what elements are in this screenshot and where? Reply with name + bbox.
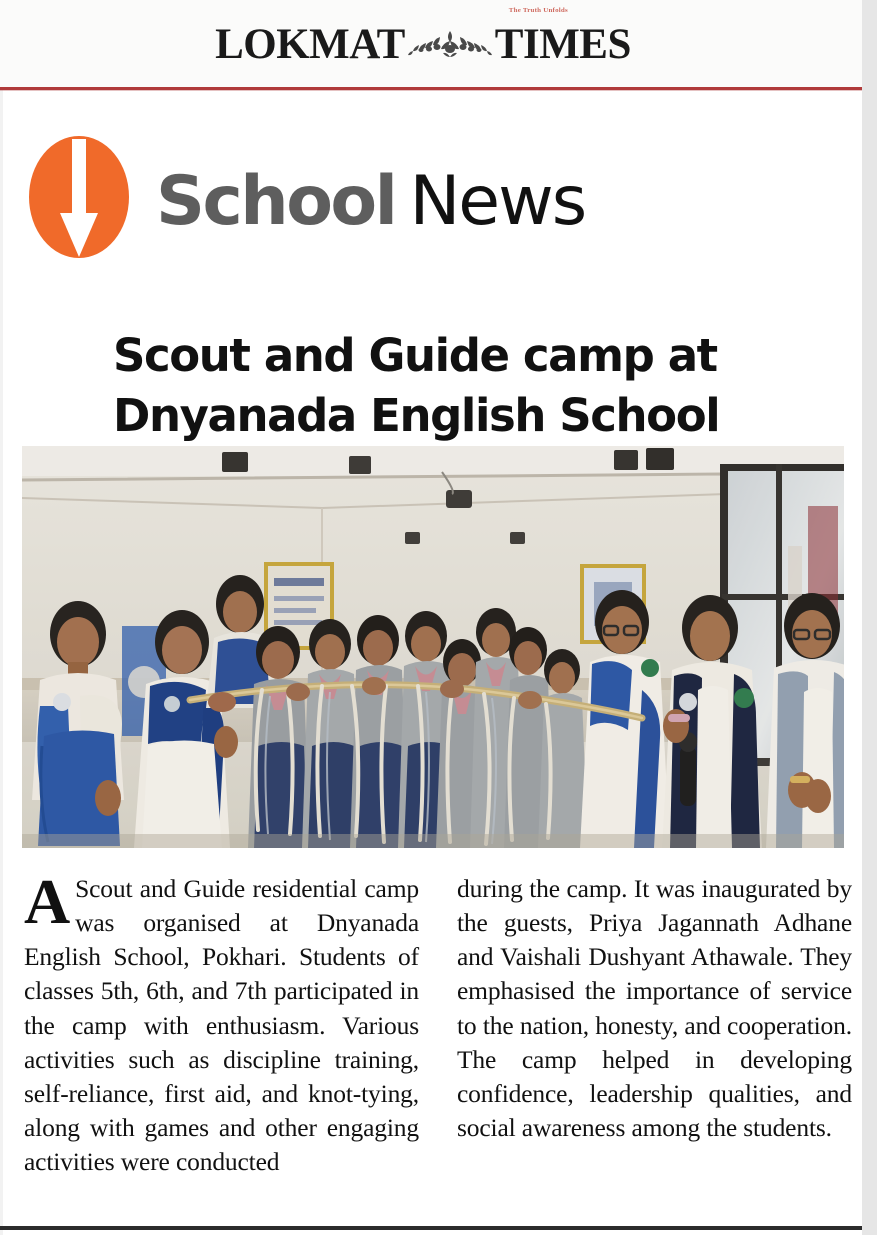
masthead	[0, 0, 862, 88]
section-title-news: News	[409, 161, 586, 241]
article-photo	[22, 446, 844, 848]
masthead-tagline: The Truth Unfolds	[508, 5, 568, 14]
floral-ornament-icon	[407, 27, 493, 61]
orange-circle-down-arrow-icon	[26, 133, 132, 261]
masthead-divider-rule	[0, 87, 862, 90]
page-left-edge-strip	[0, 0, 3, 1235]
article-column-right-text: during the camp. It was inaugurated by the guests, Priya Jagannath Adhane and Vaishali Dushyant Athawale. They emphasised the importance of service to the nation, honesty, and cooperation. The camp helped in developing confidence, leadership qualities, and social awareness among the students.	[457, 874, 852, 1143]
section-header	[26, 133, 585, 261]
article-dropcap: A	[24, 866, 71, 937]
section-title	[156, 162, 585, 241]
masthead-word-times: TIMES	[494, 20, 631, 68]
masthead-word-lokmat: LOKMAT	[215, 20, 405, 68]
page-right-edge-strip	[862, 0, 877, 1235]
section-title-school: School	[156, 161, 396, 241]
article-column-right	[457, 872, 852, 1179]
headline-line-1: Scout and Guide camp at	[113, 329, 717, 383]
page-bottom-rule	[0, 1226, 862, 1230]
article-headline	[113, 326, 853, 446]
article-body	[24, 866, 852, 1179]
article-column-left-text: Scout and Guide residential camp was organised at Dnyanada English School, Pokhari. Students of classes 5th, 6th, and 7th participated in the camp with enthusiasm. Various activities such as discipline training, self-reliance, first aid, and knot-tying, along with games and other engaging activities were conducted	[24, 874, 419, 1177]
headline-line-2: Dnyanada English School	[113, 388, 720, 442]
article-column-left	[24, 866, 419, 1179]
